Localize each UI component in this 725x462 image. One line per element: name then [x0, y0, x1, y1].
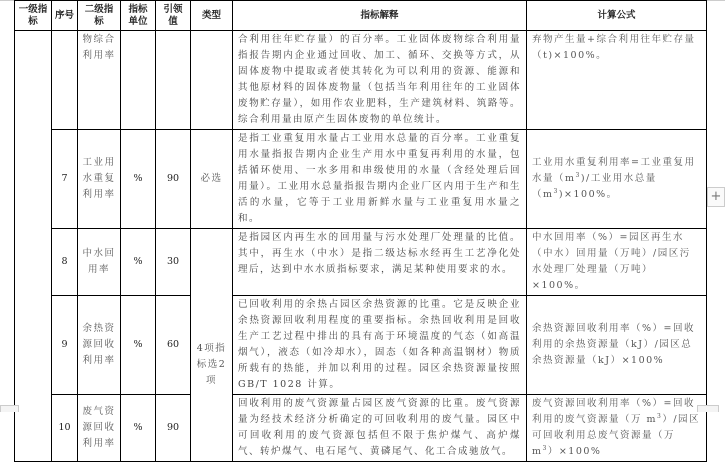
row-name: 工业用水重复利用率 — [78, 130, 121, 229]
row-explanation: 回收利用的废气资源量占园区废气资源的比重。废气资源量为经技术经济分析确定的可回收利用的废气量。园区中可回收利用的废气资源包括但不限于焦炉煤气、高炉煤气、转炉煤气、电石尾气、黄磷尾气、化工合成驰放气。 — [233, 395, 527, 462]
row-no: 9 — [52, 296, 78, 395]
row-formula: 中水回用率（%）=园区再生水（中水）回用量（万吨）/园区污水处理厂处理量（万吨）×100%。 — [527, 229, 707, 296]
formula-part: 废气资源回收利用率（%）=回收利用的废气资源量（万 m — [532, 398, 695, 425]
formula-part: ）×100% — [547, 446, 602, 457]
add-button[interactable]: + — [707, 187, 725, 207]
row-unit — [121, 31, 156, 130]
row-name: 废气资源回收利用率 — [78, 395, 121, 462]
row-formula: 弃物产生量+综合利用往年贮存量（t)×100%。 — [527, 31, 707, 130]
row-no: 10 — [52, 395, 78, 462]
row-explanation: 是指园区内再生水的回用量与污水处理厂处理量的比值。其中，再生水（中水）是指二级达标水经再生工艺净化处理后，达到中水水质指标要求，满足某种使用要求的水。 — [233, 229, 527, 296]
formula-sup: 3 — [575, 171, 581, 179]
row-target: 30 — [156, 229, 191, 296]
row-target — [156, 31, 191, 130]
table-row — [15, 395, 707, 462]
row-type — [191, 31, 233, 130]
row-explanation: 合利用往年贮存量）的百分率。工业固体废物综合利用量指报告期内企业通过回收、加工、循环、交换等方式，从固体废物中提取或者使其转化为可以利用的资源、能源和其他原材料的固体废物量（包括当年利用往年的工业固体废物贮存量），如用作农业肥料，生产建筑材料、筑路等。综合利用量由原产生固体废物的单位统计。 — [233, 31, 527, 130]
formula-part: )×100%。 — [558, 189, 618, 200]
header-formula: 计算公式 — [527, 1, 707, 31]
page-edge-line — [0, 0, 14, 1]
row-unit: % — [121, 130, 156, 229]
row-formula — [527, 130, 707, 229]
row-formula: 余热资源回收利用率（%）=回收利用的余热资源量（kJ）/园区总余热资源量（kJ）×100% — [527, 296, 707, 395]
formula-part: 工业用水重复利用率=工业重复用水量（m — [532, 157, 696, 184]
table-row — [15, 229, 707, 296]
formula-part: ）/园区可回收利用总废气资源量（万 m — [532, 414, 701, 457]
formula-sup: 3 — [553, 187, 559, 195]
header-level1: 一级指标 — [15, 1, 52, 31]
header-target: 引领值 — [156, 1, 191, 31]
row-formula — [527, 395, 707, 462]
row-unit: % — [121, 395, 156, 462]
formula-sup: 3 — [542, 444, 548, 452]
table-row — [15, 130, 707, 229]
table-header-row — [15, 1, 707, 31]
header-explanation: 指标解释 — [233, 1, 527, 31]
indicator-table — [14, 0, 707, 462]
row-no: 8 — [52, 229, 78, 296]
page-edge-line — [706, 0, 725, 1]
row-unit: % — [121, 296, 156, 395]
row-name: 中水回用率 — [78, 229, 121, 296]
row-unit: % — [121, 229, 156, 296]
row-type-group: 4项指标选2项 — [191, 229, 233, 462]
row-no — [52, 31, 78, 130]
row-no: 7 — [52, 130, 78, 229]
row-name: 余热资源回收利用率 — [78, 296, 121, 395]
header-level2: 二级指标 — [78, 1, 121, 31]
formula-part: )/工业用水总量（m — [532, 173, 657, 200]
row-explanation: 已回收利用的余热占园区余热资源的比重。它是反映企业余热资源回收利用程度的重要指标。余热回收利用是回收生产工艺过程中排出的具有高于环境温度的气态（如高温烟气），液态（如冷却水），固态（如各种高温钢材）物质所载有的热能，并加以利用的过程。园区余热资源量按照 GB/T 1028 计算。 — [233, 296, 527, 395]
row-target: 90 — [156, 130, 191, 229]
table-row — [15, 296, 707, 395]
level1-cell — [15, 31, 52, 462]
row-target: 90 — [156, 395, 191, 462]
row-target: 60 — [156, 296, 191, 395]
row-name: 物综合利用率 — [78, 31, 121, 130]
table-row — [15, 31, 707, 130]
header-type: 类型 — [191, 1, 233, 31]
header-unit: 指标单位 — [121, 1, 156, 31]
row-type: 必选 — [191, 130, 233, 229]
row-explanation: 是指工业重复用水量占工业用水总量的百分率。工业重复用水量指报告期内企业生产用水中重复再利用的水量，包括循环使用、一水多用和串级使用的水量（含经处理后回用量）。工业用水总量指报告期内企业厂区内用于生产和生活的水量，它等于工业用新鲜水量与工业重复用水量之和。 — [233, 130, 527, 229]
formula-sup: 3 — [657, 412, 663, 420]
header-no: 序号 — [52, 1, 78, 31]
